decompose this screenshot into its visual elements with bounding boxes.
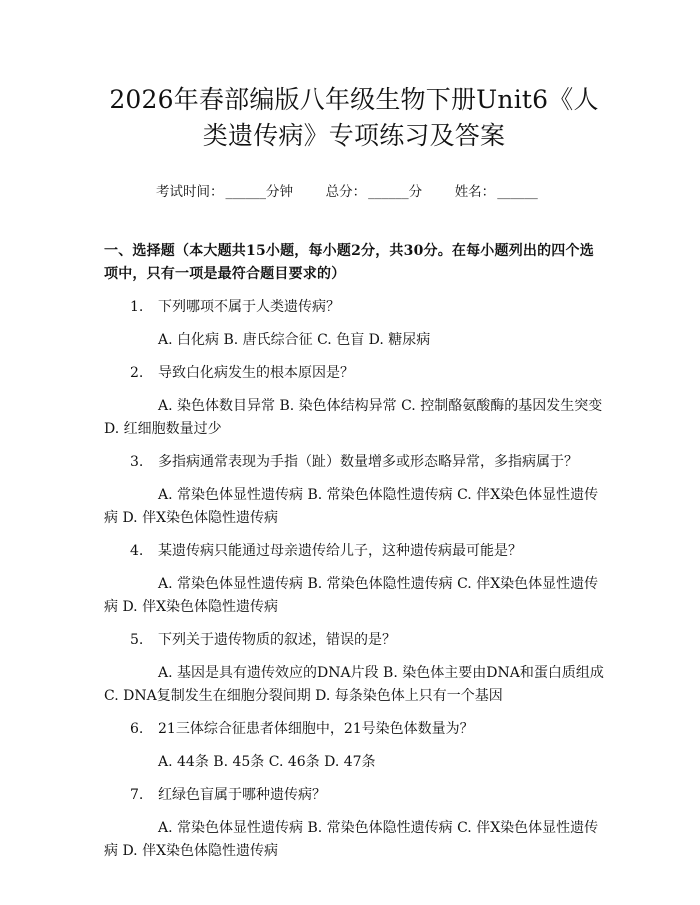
answer-options: A. 常染色体显性遗传病 B. 常染色体隐性遗传病 C. 伴X染色体显性遗传病 D. 伴X染色体隐性遗传病 bbox=[104, 820, 599, 859]
total-score-unit: 分 bbox=[408, 184, 423, 200]
exam-info-line bbox=[156, 182, 604, 202]
question-text bbox=[130, 784, 604, 807]
student-name-blank: ______ bbox=[497, 184, 538, 200]
total-score-blank: ______ bbox=[368, 184, 409, 200]
question-text bbox=[130, 540, 604, 563]
question-text bbox=[130, 629, 604, 652]
answer-options: A. 基因是具有遗传效应的DNA片段 B. 染色体主要由DNA和蛋白质组成 C. DNA复制发生在细胞分裂间期 D. 每条染色体上只有一个基因 bbox=[104, 665, 604, 704]
question-stem: 多指病通常表现为手指（趾）数量增多或形态略异常，多指病属于？ bbox=[158, 454, 578, 470]
question-item bbox=[104, 718, 604, 774]
question-item bbox=[104, 296, 604, 352]
question-text bbox=[130, 296, 604, 319]
question-number: 1. bbox=[130, 299, 144, 315]
question-stem: 某遗传病只能通过母亲遗传给儿子，这种遗传病最可能是？ bbox=[158, 543, 522, 559]
page-title bbox=[104, 82, 604, 154]
student-name-label: 姓名： bbox=[454, 184, 496, 200]
answer-options: A. 44条 B. 45条 C. 46条 D. 47条 bbox=[158, 754, 376, 770]
question-stem: 导致白化病发生的根本原因是？ bbox=[158, 365, 354, 381]
question-item bbox=[104, 362, 604, 441]
answer-options: A. 染色体数目异常 B. 染色体结构异常 C. 控制酪氨酸酶的基因发生突变 D. 红细胞数量过少 bbox=[104, 398, 603, 437]
question-number: 4. bbox=[130, 543, 144, 559]
exam-time-label: 考试时间： bbox=[156, 184, 224, 200]
question-number: 2. bbox=[130, 365, 144, 381]
question-number: 6. bbox=[130, 721, 144, 737]
question-number: 5. bbox=[130, 632, 144, 648]
exam-time-blank: ______ bbox=[225, 184, 266, 200]
answer-options: A. 常染色体显性遗传病 B. 常染色体隐性遗传病 C. 伴X染色体显性遗传病 D. 伴X染色体隐性遗传病 bbox=[104, 576, 599, 615]
question-item bbox=[104, 540, 604, 619]
exam-time-unit: 分钟 bbox=[266, 184, 293, 200]
title-line-1: 2026年春部编版八年级生物下册Unit6《人 bbox=[109, 85, 599, 114]
question-text bbox=[130, 362, 604, 385]
question-number: 3. bbox=[130, 454, 144, 470]
question-stem: 红绿色盲属于哪种遗传病？ bbox=[158, 787, 326, 803]
question-stem: 21三体综合征患者体细胞中，21号染色体数量为？ bbox=[158, 721, 474, 737]
question-stem: 下列哪项不属于人类遗传病？ bbox=[158, 299, 340, 315]
question-stem: 下列关于遗传物质的叙述，错误的是？ bbox=[158, 632, 396, 648]
question-text bbox=[130, 718, 604, 741]
answer-options: A. 白化病 B. 唐氏综合征 C. 色盲 D. 糖尿病 bbox=[158, 332, 431, 348]
title-line-2: 类遗传病》专项练习及答案 bbox=[202, 121, 506, 150]
question-text bbox=[130, 451, 604, 474]
question-item bbox=[104, 784, 604, 863]
question-number: 7. bbox=[130, 787, 144, 803]
choice-section-heading: 一、选择题（本大题共15小题，每小题2分，共30分。在每小题列出的四个选项中，只有一项是最符合题目要求的） bbox=[104, 243, 594, 282]
total-score-label: 总分： bbox=[325, 184, 367, 200]
question-item bbox=[104, 629, 604, 708]
question-item bbox=[104, 451, 604, 530]
answer-options: A. 常染色体显性遗传病 B. 常染色体隐性遗传病 C. 伴X染色体显性遗传病 D. 伴X染色体隐性遗传病 bbox=[104, 487, 599, 526]
